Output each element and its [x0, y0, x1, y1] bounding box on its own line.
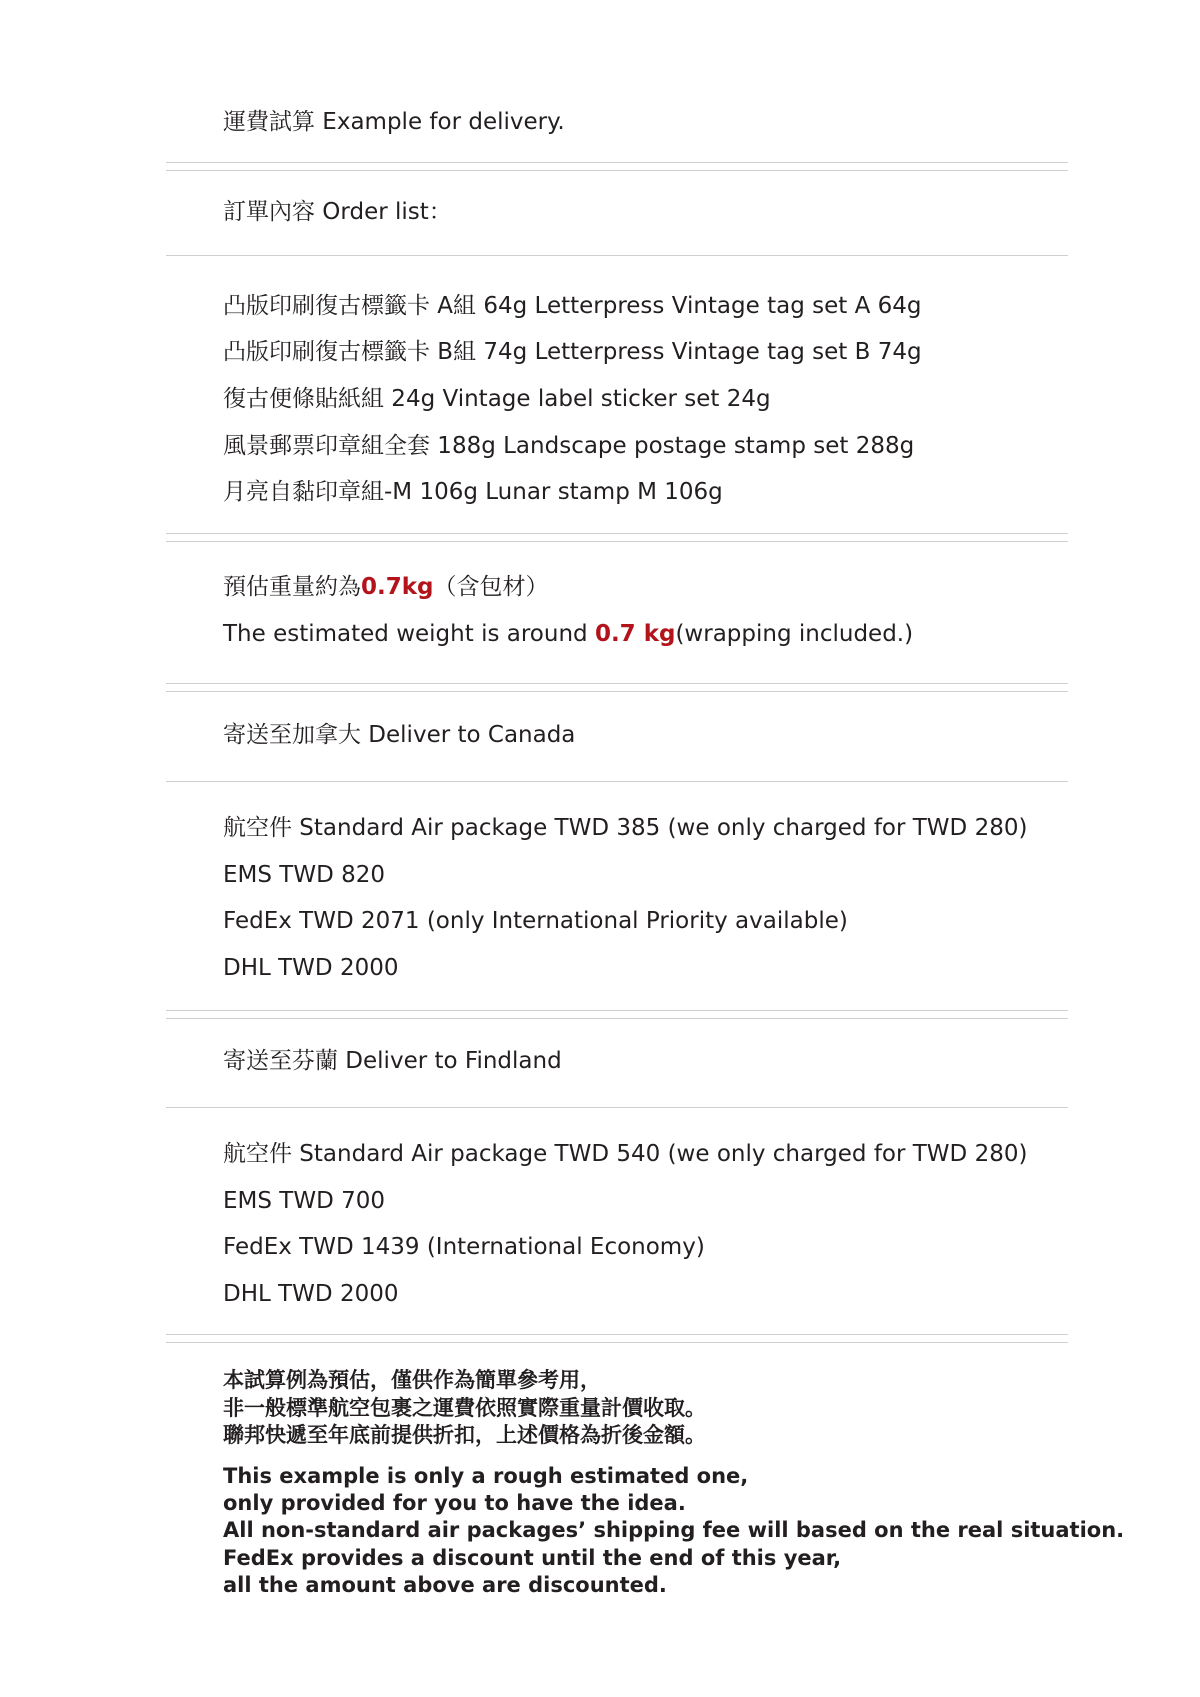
list-item: 凸版印刷復古標籤卡 A組 64g Letterpress Vintage tag set A 64g	[223, 293, 922, 319]
rate-item: FedEx TWD 1439 (International Economy)	[223, 1234, 705, 1260]
note-line: FedEx provides a discount until the end of this year,	[223, 1546, 842, 1570]
divider	[166, 1107, 1068, 1108]
list-item: 復古便條貼紙組 24g Vintage label sticker set 24g	[223, 386, 771, 412]
divider	[166, 533, 1068, 542]
divider	[166, 255, 1068, 256]
divider	[166, 1010, 1068, 1019]
weight-en	[223, 619, 913, 649]
weight-zh-value: 0.7kg	[361, 574, 434, 600]
note-line: 非一般標準航空包裹之運費依照實際重量計價收取。	[223, 1396, 706, 1420]
note-line: 本試算例為預估，僅供作為簡單參考用，	[223, 1368, 601, 1392]
page-title: 運費試算 Example for delivery.	[223, 109, 565, 135]
weight-zh-suffix: （含包材）	[433, 574, 549, 600]
list-item: 凸版印刷復古標籤卡 B組 74g Letterpress Vintage tag set B 74g	[223, 339, 922, 365]
divider	[166, 683, 1068, 692]
finland-heading: 寄送至芬蘭 Deliver to Findland	[223, 1048, 562, 1074]
divider	[166, 1334, 1068, 1343]
note-line: All non-standard air packages’ shipping fee will based on the real situation.	[223, 1518, 1125, 1542]
note-line: 聯邦快遞至年底前提供折扣，上述價格為折後金額。	[223, 1423, 706, 1447]
rate-item: EMS TWD 820	[223, 862, 385, 888]
divider	[166, 781, 1068, 782]
rate-item: 航空件 Standard Air package TWD 385 (we only charged for TWD 280)	[223, 815, 1028, 841]
rate-item: FedEx TWD 2071 (only International Priority available)	[223, 908, 848, 934]
canada-heading: 寄送至加拿大 Deliver to Canada	[223, 722, 576, 748]
weight-zh	[223, 572, 549, 602]
note-line: only provided for you to have the idea.	[223, 1491, 686, 1515]
divider	[166, 162, 1068, 171]
rate-item: DHL TWD 2000	[223, 955, 399, 981]
rate-item: 航空件 Standard Air package TWD 540 (we only charged for TWD 280)	[223, 1141, 1028, 1167]
note-line: This example is only a rough estimated one,	[223, 1464, 749, 1488]
weight-zh-prefix: 預估重量約為	[223, 574, 361, 600]
note-line: all the amount above are discounted.	[223, 1573, 667, 1597]
rate-item: DHL TWD 2000	[223, 1281, 399, 1307]
list-item: 風景郵票印章組全套 188g Landscape postage stamp set 288g	[223, 433, 915, 459]
list-item: 月亮自黏印章組-M 106g Lunar stamp M 106g	[223, 479, 723, 505]
rate-item: EMS TWD 700	[223, 1188, 385, 1214]
weight-en-suffix: (wrapping included.)	[675, 621, 914, 647]
weight-en-prefix: The estimated weight is around	[223, 621, 595, 647]
order-heading: 訂單內容 Order list：	[223, 199, 452, 225]
weight-en-value: 0.7 kg	[594, 621, 676, 647]
